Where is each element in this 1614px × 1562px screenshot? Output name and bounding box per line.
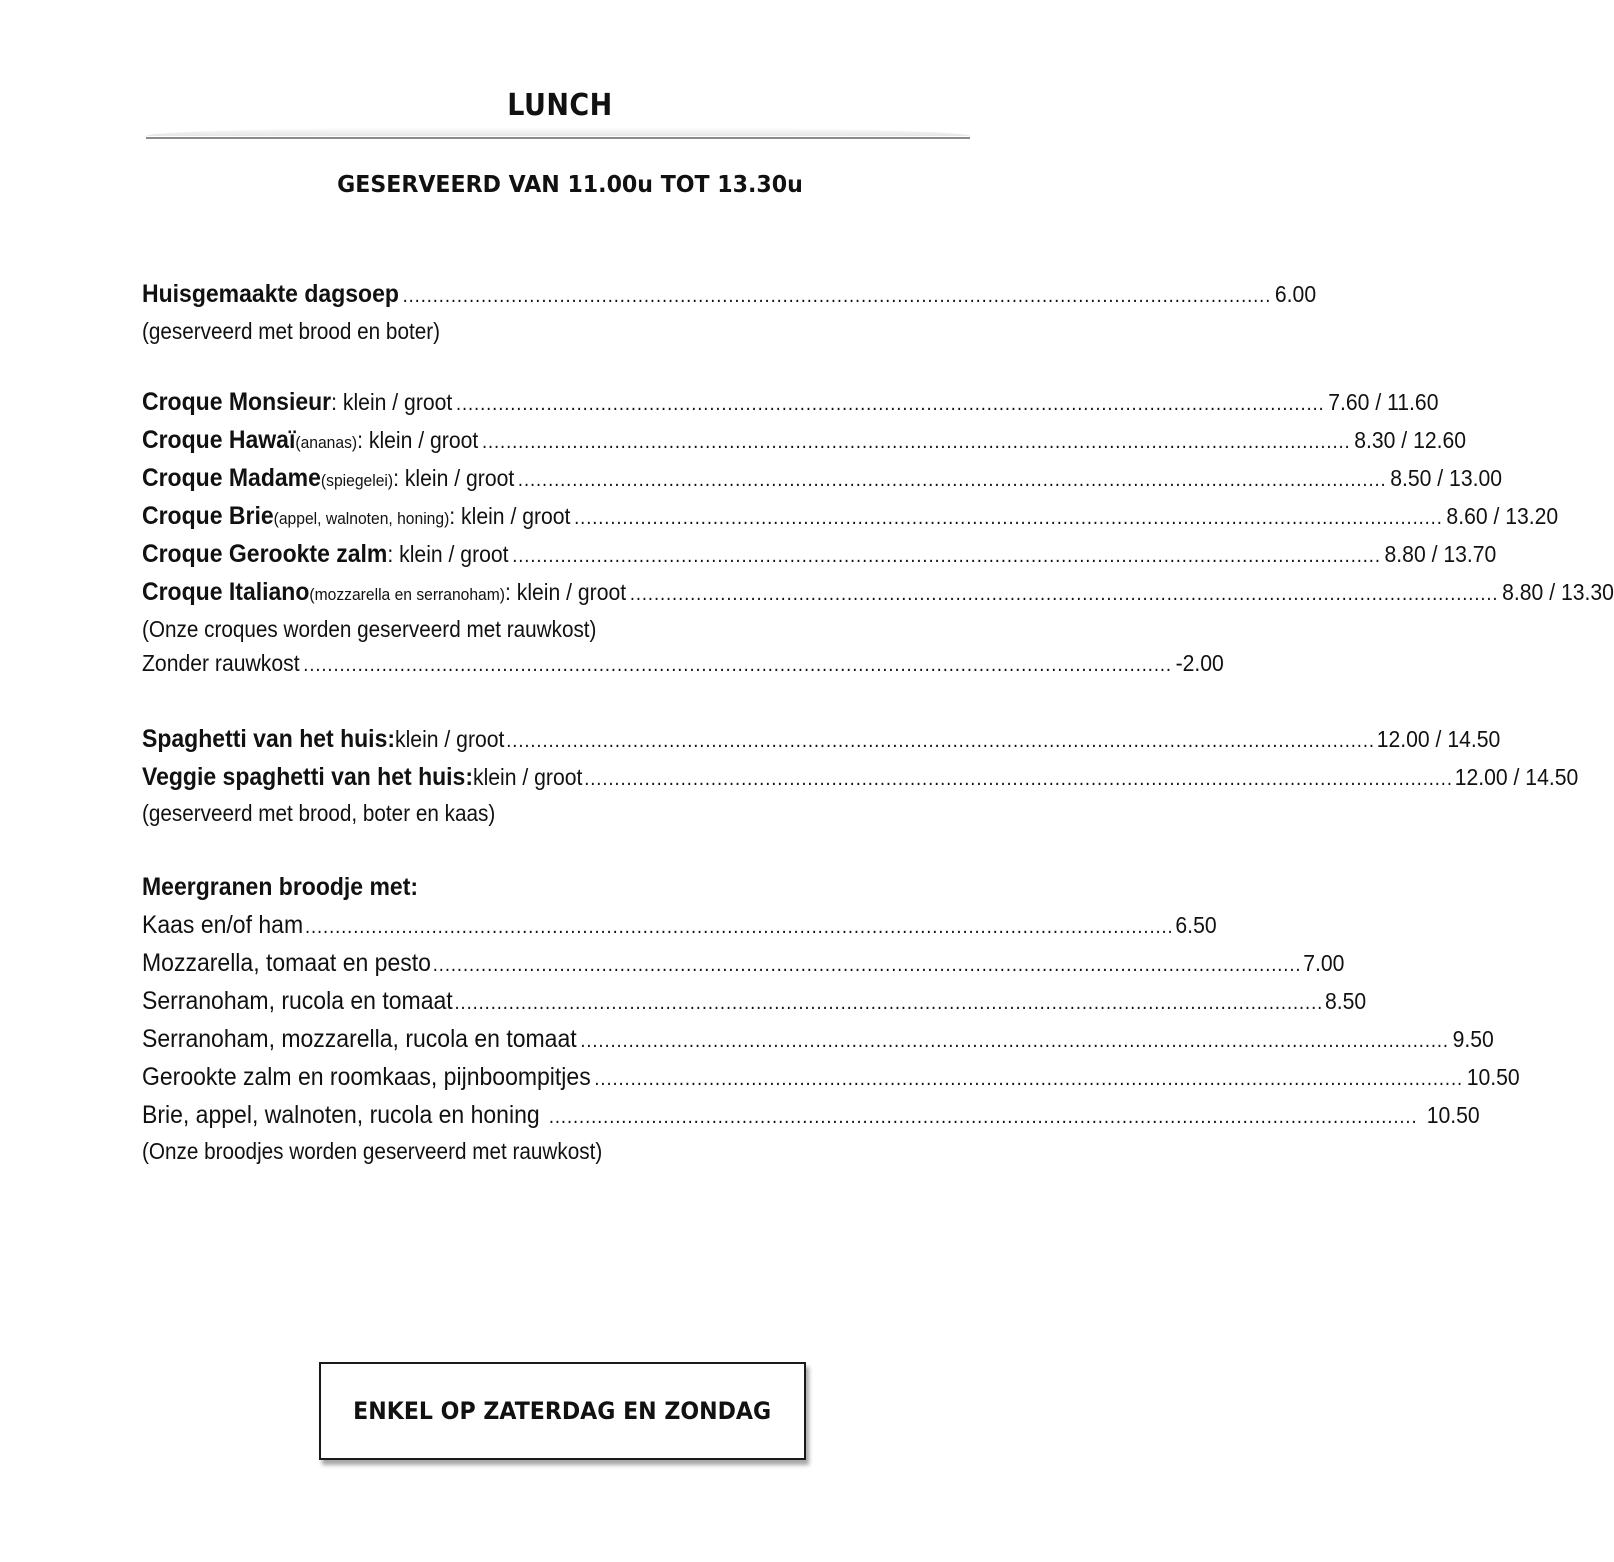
item-price: 12.00 / 14.50: [1376, 726, 1501, 752]
item-name: Spaghetti van het huis:: [142, 725, 396, 753]
dot-leader: ................................................................................................................................................: [303, 654, 1172, 676]
menu-item-spaghetti: [142, 725, 1501, 759]
item-extra: (ananas): [295, 433, 358, 452]
item-price: 6.50: [1175, 912, 1217, 938]
item-price: 8.60 / 13.20: [1446, 503, 1559, 529]
item-options: : klein / groot: [449, 503, 571, 529]
dot-leader: ................................................................................................................................................: [512, 545, 1381, 567]
menu-item-broodje: [142, 1025, 1494, 1059]
item-name: Gerookte zalm en roomkaas, pijnboompitjes: [142, 1063, 591, 1091]
item-name: Croque Hawaï: [142, 426, 296, 454]
menu-item-broodje: [142, 987, 1367, 1021]
item-name: Croque Monsieur: [142, 388, 332, 416]
menu-item-croque: [142, 464, 1503, 498]
item-price: 7.00: [1303, 950, 1345, 976]
item-name: Huisgemaakte dagsoep: [142, 280, 399, 308]
item-options: : klein / groot: [393, 465, 515, 491]
item-options: klein / groot: [395, 726, 505, 752]
dot-leader: ................................................................................................................................................: [506, 730, 1375, 752]
croques-note: (Onze croques worden geserveerd met rauwkost): [142, 616, 597, 642]
item-name: Croque Gerookte zalm: [142, 540, 388, 568]
title-divider: [146, 127, 970, 141]
item-extra: (mozzarella en serranoham): [309, 585, 505, 604]
menu-item-spaghetti: [142, 763, 1579, 797]
menu-item-croque: [142, 502, 1559, 536]
page-title: LUNCH: [507, 88, 613, 123]
item-name: Veggie spaghetti van het huis:: [142, 763, 474, 791]
dot-leader: ................................................................................................................................................: [580, 1030, 1449, 1052]
weekend-only-box: [319, 1362, 806, 1460]
item-price: 8.50 / 13.00: [1390, 465, 1503, 491]
weekend-only-label: ENKEL OP ZATERDAG EN ZONDAG: [353, 1397, 772, 1425]
item-name: Croque Brie: [142, 502, 274, 530]
dot-leader: ................................................................................................................................................: [517, 469, 1387, 491]
menu-item-croque: [142, 388, 1439, 422]
menu-item-broodje: [142, 911, 1217, 945]
item-price: 8.30 / 12.60: [1354, 427, 1467, 453]
item-name: Kaas en/of ham: [142, 911, 304, 939]
item-options: klein / groot: [473, 764, 583, 790]
item-price: 8.80 / 13.30: [1502, 579, 1614, 605]
dot-leader: ................................................................................................................................................: [454, 992, 1324, 1014]
serving-hours: GESERVEERD VAN 11.00u TOT 13.30u: [337, 172, 803, 198]
broodjes-note: (Onze broodjes worden geserveerd met rauwkost): [142, 1138, 603, 1164]
menu-item-broodje: [142, 1101, 1480, 1135]
menu-item-broodje: [142, 1063, 1520, 1097]
item-extra: (spiegelei): [320, 471, 394, 490]
item-price: -2.00: [1175, 650, 1224, 676]
dot-leader: ................................................................................................................................................: [629, 583, 1499, 605]
item-options: : klein / groot: [357, 427, 479, 453]
dot-leader: ................................................................................................................................................: [594, 1068, 1464, 1090]
item-options: : klein / groot: [387, 541, 509, 567]
menu-item-croque: [142, 540, 1497, 574]
item-price: 12.00 / 14.50: [1454, 764, 1579, 790]
dot-leader: ................................................................................................................................................: [304, 916, 1174, 938]
item-name: Serranoham, rucola en tomaat: [142, 987, 453, 1015]
item-options: : klein / groot: [331, 389, 453, 415]
item-extra: (appel, walnoten, honing): [273, 509, 450, 528]
broodjes-heading: Meergranen broodje met:: [142, 873, 419, 901]
item-price: 10.50: [1466, 1064, 1520, 1090]
item-price: 7.60 / 11.60: [1328, 389, 1439, 415]
item-name: Croque Italiano: [142, 578, 310, 606]
item-name: Croque Madame: [142, 464, 321, 492]
dot-leader: ................................................................................................................................................: [455, 393, 1325, 415]
menu-item-soup: [142, 280, 1317, 314]
item-options: : klein / groot: [504, 579, 627, 605]
item-price: 6.00: [1274, 281, 1317, 307]
dot-leader: ................................................................................................................................................: [481, 431, 1351, 453]
menu-item-croque: [142, 578, 1614, 612]
item-price: 9.50: [1452, 1026, 1494, 1052]
item-name: Mozzarella, tomaat en pesto: [142, 949, 431, 977]
menu-item-without-rauwkost: [142, 650, 1224, 684]
item-price: 8.80 / 13.70: [1384, 541, 1497, 567]
item-name: Brie, appel, walnoten, rucola en honing: [142, 1101, 540, 1129]
menu-item-broodje: [142, 949, 1345, 983]
item-price: 8.50: [1324, 988, 1367, 1014]
menu-item-croque: [142, 426, 1467, 460]
item-name: Zonder rauwkost: [142, 650, 300, 676]
spaghetti-note: (geserveerd met brood, boter en kaas): [142, 800, 496, 826]
soup-note: (geserveerd met brood en boter): [142, 318, 441, 344]
dot-leader: ................................................................................................................................................: [548, 1106, 1418, 1128]
dot-leader: ................................................................................................................................................: [402, 285, 1272, 307]
item-price: 10.50: [1426, 1102, 1480, 1128]
item-name: Serranoham, mozzarella, rucola en tomaat: [142, 1025, 577, 1053]
dot-leader: ................................................................................................................................................: [432, 954, 1302, 976]
dot-leader: ................................................................................................................................................: [584, 768, 1453, 790]
dot-leader: ................................................................................................................................................: [574, 507, 1443, 529]
